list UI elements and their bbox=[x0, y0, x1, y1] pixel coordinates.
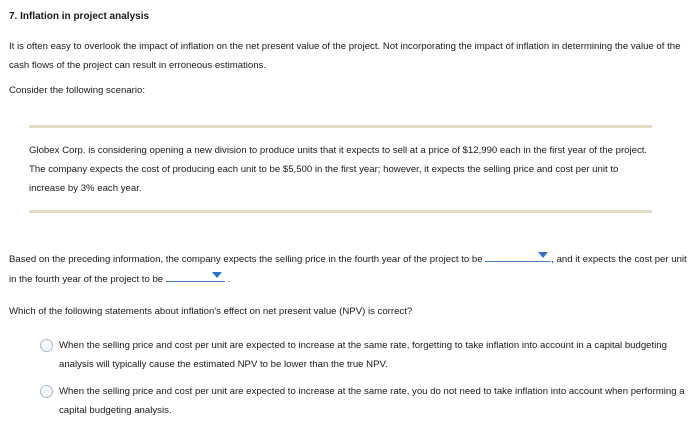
scenario-top-divider bbox=[29, 125, 652, 128]
chevron-down-icon bbox=[212, 272, 222, 278]
scenario-bottom-divider bbox=[29, 210, 652, 213]
radio-button-2[interactable] bbox=[40, 385, 53, 398]
consider-text: Consider the following scenario: bbox=[9, 85, 145, 96]
cost-per-unit-dropdown[interactable] bbox=[166, 269, 225, 282]
question-title: 7. Inflation in project analysis bbox=[9, 11, 150, 22]
answer-option-1[interactable] bbox=[40, 336, 690, 374]
intro-text: It is often easy to overlook the impact of inflation on the net present value of the project. Not incorporating the impact of inflation in determining the value of the cash flows of the project can result in erroneous estimations. bbox=[9, 41, 681, 71]
answer-option-1-label: When the selling price and cost per unit are expected to increase at the same rate, forgetting to take inflation into account in a capital budgeting analysis will typically cause the estimated NPV to be lower than the true NPV. bbox=[59, 340, 667, 370]
fill-text-part3: . bbox=[227, 274, 231, 285]
npv-question: Which of the following statements about inflation's effect on net present value (NPV) is correct? bbox=[9, 306, 413, 317]
fill-text-part2: , and it expects the cost per unit in the fourth year of the project to be bbox=[9, 254, 687, 285]
answer-option-2-label: When the selling price and cost per unit are expected to increase at the same rate, you do not need to take inflation into account when performing a capital budgeting analysis. bbox=[59, 386, 685, 416]
radio-button-1[interactable] bbox=[40, 339, 53, 352]
fill-text-part1: Based on the preceding information, the company expects the selling price in the fourth year of the project to be bbox=[9, 254, 483, 265]
scenario-text: Globex Corp. is considering opening a new division to produce units that it expects to sell at a price of $12,990 each in the first year of the project. The company expects the cost of producing each unit to be $5,500 in the first year; however, it expects the selling price and cost per unit to increase by 3% each year. bbox=[29, 145, 648, 194]
fill-in-statement bbox=[9, 249, 694, 289]
selling-price-dropdown[interactable] bbox=[485, 249, 551, 262]
chevron-down-icon bbox=[538, 252, 548, 258]
answer-option-2[interactable] bbox=[40, 382, 690, 420]
